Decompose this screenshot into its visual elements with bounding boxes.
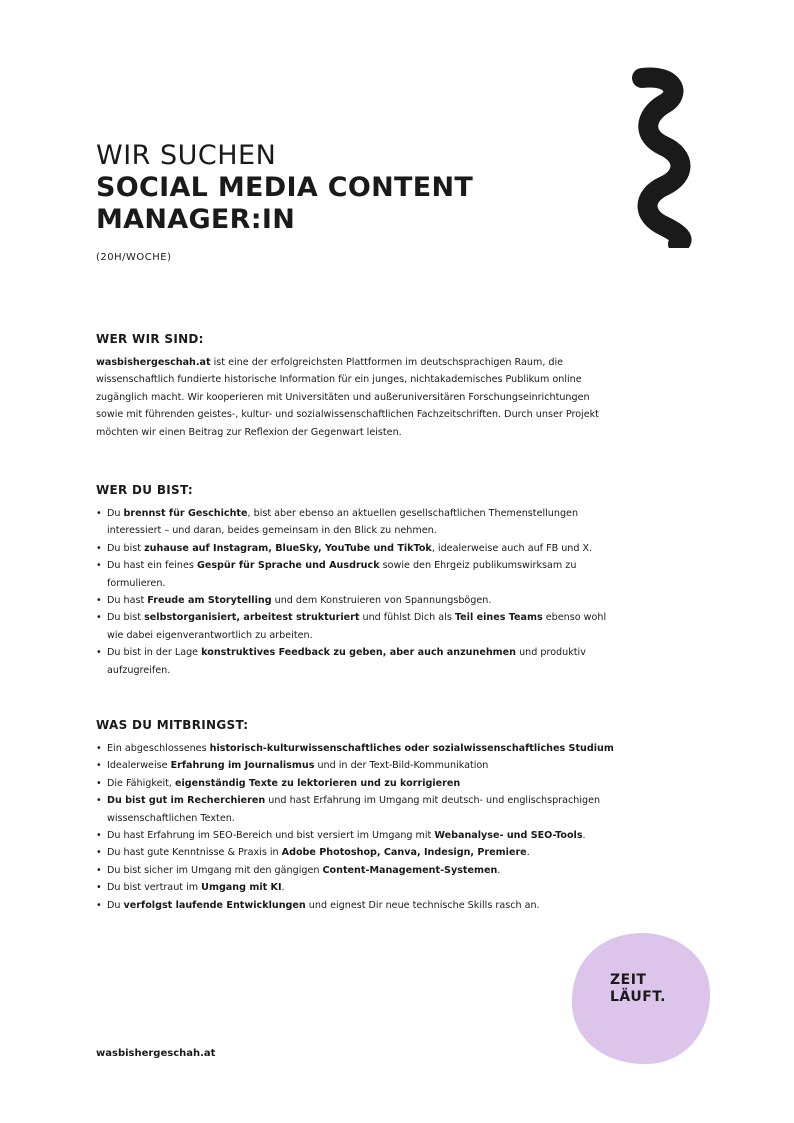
body-text: und eignest Dir neue technische Skills rasch an. — [305, 899, 540, 911]
section-wer-wir-sind — [96, 332, 616, 441]
emphasis-text: zuhause auf Instagram, BlueSky, YouTube und TikTok — [144, 542, 432, 554]
section-heading: WER DU BIST: — [96, 483, 193, 497]
emphasis-text: Content-Management-Systemen — [322, 864, 498, 876]
body-text: und hast Erfahrung im Umgang mit deutsch- und englischsprachigen wissenschaftlichen Texten. — [107, 795, 601, 824]
emphasis-text: Teil eines Teams — [454, 612, 543, 624]
bullet-icon: • — [96, 864, 102, 876]
bullet-icon: • — [96, 647, 102, 659]
body-text: Ein abgeschlossenes — [107, 743, 210, 754]
body-text: sowie den Ehrgeiz publikumswirksam zu formulieren. — [107, 560, 577, 589]
body-text: Du hast ein feines — [107, 560, 197, 572]
body-text: und in der Text-Bild-Kommunikation — [314, 760, 489, 772]
section-heading: WER WIR SIND: — [96, 332, 204, 346]
list-item — [96, 557, 616, 592]
body-text: und fühlst Dich als — [359, 612, 455, 624]
emphasis-text: Webanalyse- und SEO-Tools — [434, 830, 583, 842]
emphasis-text: konstruktives Feedback zu geben, aber auch anzunehmen — [201, 647, 517, 659]
section-text — [96, 354, 616, 441]
footer-website-link[interactable]: wasbishergeschah.at — [96, 1048, 216, 1059]
emphasis-text: verfolgst laufende Entwicklungen — [123, 899, 306, 911]
list-item — [96, 827, 616, 844]
list-item — [96, 775, 616, 792]
list-item — [96, 609, 616, 644]
squiggle-logo-icon — [624, 64, 704, 248]
bullet-icon: • — [96, 743, 102, 754]
body-text: und dem Konstruieren von Spannungsbögen. — [271, 595, 492, 607]
bullet-icon: • — [96, 777, 102, 789]
title-line-1: WIR SUCHEN — [96, 140, 277, 171]
body-text: Du bist sicher im Umgang mit den gängigen — [107, 864, 323, 876]
bullet-icon: • — [96, 795, 102, 807]
bullet-icon: • — [96, 595, 102, 607]
list-item — [96, 740, 616, 757]
title-line-3: MANAGER:IN — [96, 204, 296, 235]
list-item — [96, 897, 616, 914]
list-item — [96, 644, 616, 679]
emphasis-text: Umgang mit KI — [201, 882, 282, 894]
section-was-du-mitbringst — [96, 718, 616, 914]
brand-name: wasbishergeschah.at — [96, 357, 211, 368]
bullet-icon: • — [96, 560, 102, 572]
bullet-icon: • — [96, 542, 102, 554]
body-text: , idealerweise auch auf FB und X. — [431, 542, 593, 554]
body-text: . — [497, 864, 501, 876]
body-text: . — [281, 882, 285, 894]
section-wer-du-bist — [96, 483, 616, 679]
list-item — [96, 592, 616, 609]
body-text: und produktiv aufzugreifen. — [107, 647, 586, 676]
zeit-laeuft-badge — [610, 972, 666, 1006]
list-item — [96, 757, 616, 774]
bullet-list — [96, 740, 616, 914]
body-text: Du hast Erfahrung im SEO-Bereich und bist versiert im Umgang mit — [107, 830, 435, 842]
body-text: Du — [107, 899, 124, 911]
body-text: ebenso wohl wie dabei eigenverantwortlich zu arbeiten. — [107, 612, 607, 641]
bullet-icon: • — [96, 899, 102, 911]
list-item — [96, 844, 616, 861]
body-text: Idealerweise — [107, 760, 171, 772]
body-text: . — [526, 847, 530, 859]
bullet-icon: • — [96, 882, 102, 894]
title-line-2: SOCIAL MEDIA CONTENT — [96, 172, 474, 203]
emphasis-text: Adobe Photoshop, Canva, Indesign, Premiere — [281, 847, 527, 859]
about-text: ist eine der erfolgreichsten Plattformen im deutschsprachigen Raum, die wissenschaftlich fundierte historische Information für ein junges, nichtakademisches Publikum online zugänglich macht. Wir kooperieren mit Universitäten und außeruniversitären Forschungseinrichtungen sowie mit führenden geistes-, kultur- und sozialwissenschaftlichen Fachzeitschriften. Durch unser Projekt möchten wir einen Beitrag zur Reflexion der Gegenwart leisten. — [96, 357, 599, 438]
emphasis-text: selbstorganisiert, arbeitest strukturiert — [144, 612, 360, 624]
emphasis-text: historisch-kulturwissenschaftliches oder sozialwissenschaftliches Studium — [209, 743, 614, 754]
hours-subtitle: (20H/WOCHE) — [96, 252, 172, 263]
body-text: . — [582, 830, 586, 842]
body-text: Du — [107, 508, 124, 519]
emphasis-text: Gespür für Sprache und Ausdruck — [196, 560, 380, 572]
list-item — [96, 540, 616, 557]
list-item — [96, 879, 616, 896]
badge-line-2: LÄUFT. — [610, 989, 666, 1005]
badge-line-1: ZEIT — [610, 972, 647, 988]
body-text: Du bist in der Lage — [107, 647, 202, 659]
body-text: Die Fähigkeit, — [107, 777, 175, 789]
bullet-icon: • — [96, 508, 102, 519]
bullet-icon: • — [96, 612, 102, 624]
list-item — [96, 505, 616, 540]
body-text: Du hast — [107, 595, 148, 607]
emphasis-text: Erfahrung im Journalismus — [170, 760, 315, 772]
body-text: Du bist — [107, 612, 145, 624]
bullet-list — [96, 505, 616, 679]
list-item — [96, 792, 616, 827]
body-text: Du bist — [107, 542, 145, 554]
body-text: Du bist vertraut im — [107, 882, 202, 894]
emphasis-text: eigenständig Texte zu lektorieren und zu korrigieren — [175, 777, 461, 789]
section-heading: WAS DU MITBRINGST: — [96, 718, 249, 732]
body-text: , bist aber ebenso an aktuellen gesellschaftlichen Themenstellungen interessiert – und daran, beides gemeinsam in den Blick zu nehmen. — [107, 508, 579, 537]
bullet-icon: • — [96, 760, 102, 772]
job-title — [96, 140, 473, 236]
emphasis-text: Freude am Storytelling — [147, 595, 272, 607]
body-text: Du hast gute Kenntnisse & Praxis in — [107, 847, 282, 859]
emphasis-text: brennst für Geschichte — [123, 508, 248, 519]
emphasis-text: Du bist gut im Recherchieren — [107, 795, 266, 807]
bullet-icon: • — [96, 830, 102, 842]
bullet-icon: • — [96, 847, 102, 859]
list-item — [96, 862, 616, 879]
